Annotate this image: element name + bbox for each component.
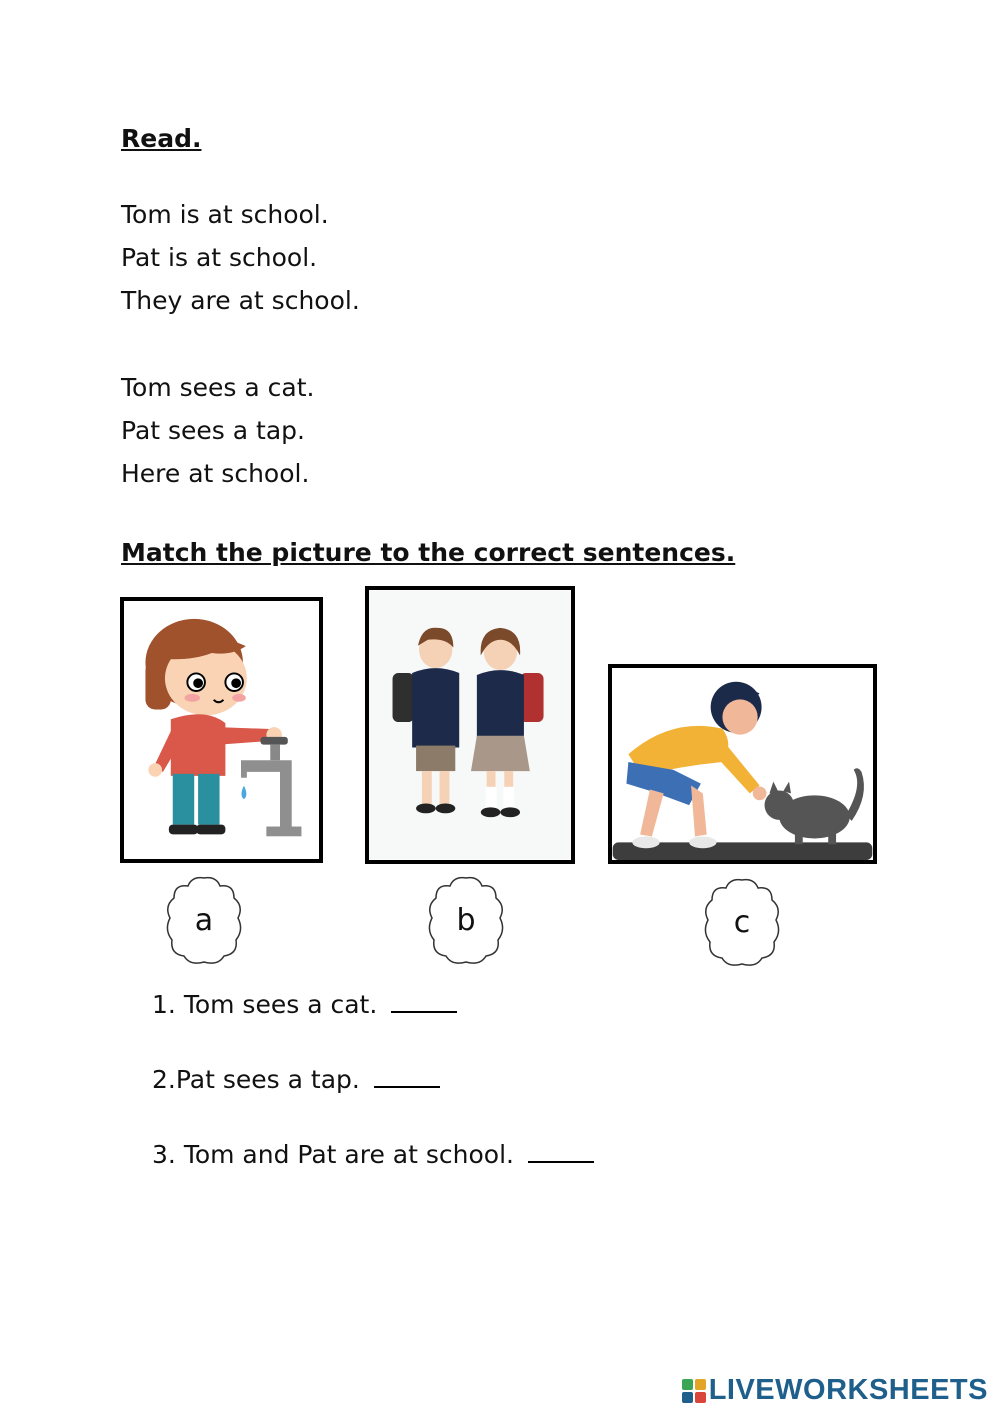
question-2-text: Pat sees a tap.	[175, 1065, 360, 1094]
picture-a-frame	[120, 597, 323, 863]
question-2	[152, 1065, 440, 1094]
read-line-6: Here at school.	[121, 459, 310, 488]
match-heading: Match the picture to the correct sentences.	[121, 538, 736, 567]
liveworksheets-grid-icon	[681, 1378, 707, 1404]
question-3-text: Tom and Pat are at school.	[183, 1140, 514, 1169]
letter-c: c	[733, 904, 751, 940]
letter-b: b	[456, 902, 476, 938]
two-students-icon	[369, 590, 571, 860]
answer-blank-3[interactable]	[528, 1157, 594, 1163]
letter-bubble-b	[426, 874, 506, 966]
question-3	[152, 1140, 594, 1169]
question-1-text: Tom sees a cat.	[183, 990, 378, 1019]
letter-a: a	[194, 902, 214, 938]
picture-c-frame	[608, 664, 877, 864]
liveworksheets-logo	[681, 1374, 988, 1407]
question-1	[152, 990, 457, 1019]
letter-bubble-a	[164, 874, 244, 966]
read-line-3: They are at school.	[121, 286, 360, 315]
answer-blank-1[interactable]	[391, 1007, 457, 1013]
boy-with-cat-icon	[612, 668, 873, 860]
answer-blank-2[interactable]	[374, 1082, 440, 1088]
read-line-2: Pat is at school.	[121, 243, 318, 272]
question-3-number: 3.	[152, 1140, 176, 1169]
question-2-number: 2.	[152, 1065, 176, 1094]
picture-b-frame	[365, 586, 575, 864]
girl-at-tap-icon	[124, 601, 319, 859]
read-line-4: Tom sees a cat.	[121, 373, 315, 402]
read-heading: Read.	[121, 124, 202, 153]
read-line-5: Pat sees a tap.	[121, 416, 305, 445]
logo-text: LIVEWORKSHEETS	[708, 1374, 988, 1406]
read-line-1: Tom is at school.	[121, 200, 329, 229]
question-1-number: 1.	[152, 990, 176, 1019]
letter-bubble-c	[702, 876, 782, 968]
